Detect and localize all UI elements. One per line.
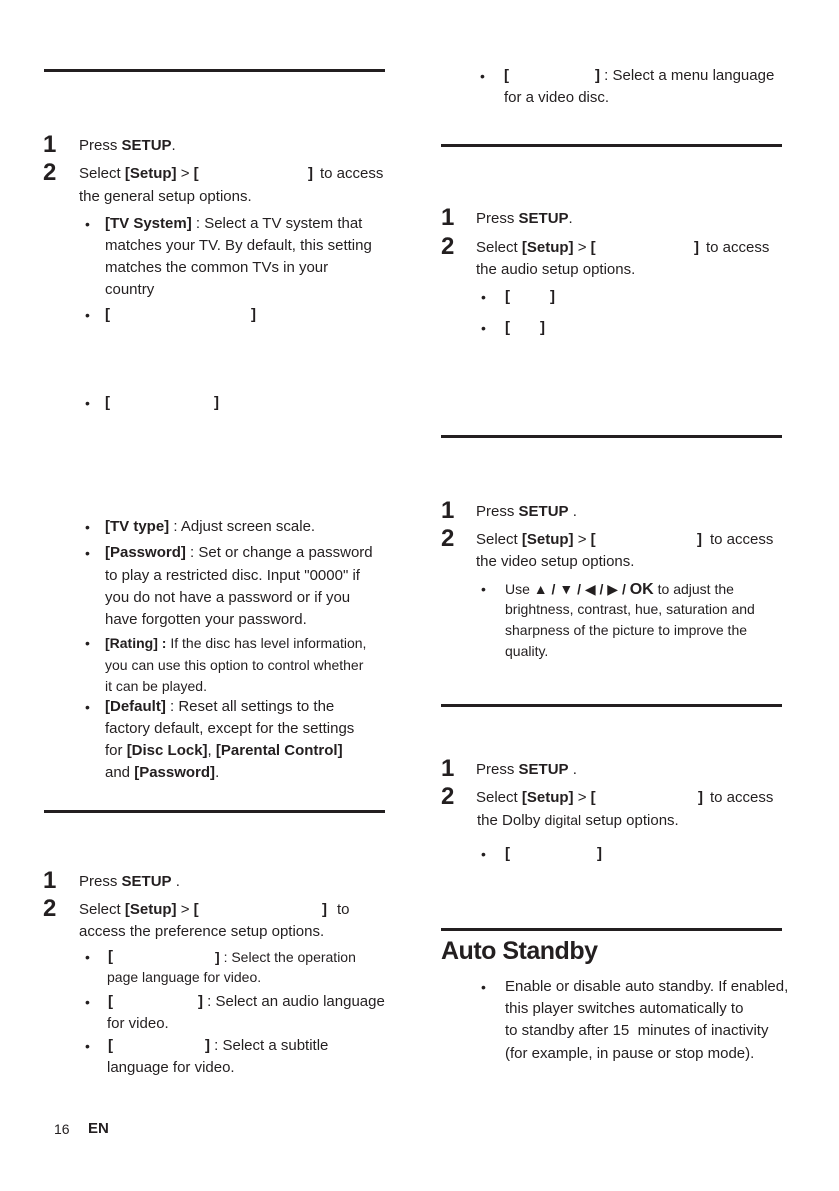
auto-standby-line4: (for example, in pause or stop mode). bbox=[505, 1045, 755, 1062]
auto-standby-heading: Auto Standby bbox=[441, 937, 598, 965]
password-line2: to play a restricted disc. Input "0000" if bbox=[105, 567, 360, 584]
pref-item-3: ] : Select a subtitle bbox=[205, 1037, 329, 1054]
arrow-keys-icon: ▲ / ▼ / ◀ / ▶ / bbox=[533, 581, 626, 597]
pref-step-2-text: Select [Setup] > [ bbox=[79, 901, 199, 918]
dolby-step-2-to-access: to access bbox=[710, 789, 774, 806]
menu-lang-line2: for a video disc. bbox=[504, 89, 610, 106]
auto-standby-line2: this player switches automatically to bbox=[505, 1000, 744, 1017]
section-rule-audio bbox=[441, 144, 782, 147]
pref-step-2-to: to bbox=[337, 901, 350, 918]
pref-step-2-close-bracket: ] bbox=[322, 901, 327, 918]
pref-item-2: ] : Select an audio language bbox=[198, 993, 385, 1010]
dolby-item-open-bracket: [ bbox=[505, 845, 510, 862]
step-number-1: 1 bbox=[441, 497, 455, 524]
video-step-2-text: Select [Setup] > [ bbox=[476, 531, 596, 548]
blank-item-open-bracket: [ bbox=[105, 306, 110, 323]
pref-item-1-line2: page language for video. bbox=[107, 969, 262, 985]
audio-item-2-open-bracket: [ bbox=[505, 319, 510, 336]
password-line3: you do not have a password or if you bbox=[105, 589, 351, 606]
pref-item-1: ] : Select the operation bbox=[215, 949, 356, 965]
page-number: 16 bbox=[54, 1121, 70, 1137]
blank-item-open-bracket: [ bbox=[105, 394, 110, 411]
step-1-text: Press SETUP. bbox=[79, 137, 176, 154]
bullet: • bbox=[85, 949, 90, 965]
dolby-step-2-text: Select [Setup] > [ bbox=[476, 789, 596, 806]
section-rule-preference bbox=[44, 810, 385, 813]
pref-item-1-open-bracket: [ bbox=[108, 948, 113, 965]
default-line4: and [Password]. bbox=[105, 764, 220, 781]
step-2-continuation: the general setup options. bbox=[79, 188, 252, 205]
video-use-line2: brightness, contrast, hue, saturation and bbox=[505, 601, 755, 617]
video-step-2-to-access: to access bbox=[710, 531, 774, 548]
section-rule-auto-standby bbox=[441, 928, 782, 931]
video-step-1-text: Press SETUP . bbox=[476, 503, 577, 520]
audio-item-1-open-bracket: [ bbox=[505, 288, 510, 305]
video-step-2-close-bracket: ] bbox=[697, 531, 702, 548]
dolby-step-1-text: Press SETUP . bbox=[476, 761, 577, 778]
step-number-1: 1 bbox=[43, 131, 57, 158]
section-rule-dolby bbox=[441, 704, 782, 707]
bullet: • bbox=[481, 846, 486, 862]
step-number-2: 2 bbox=[441, 525, 455, 552]
default-line3: for [Disc Lock], [Parental Control] bbox=[105, 742, 343, 759]
step-2-close-bracket: ] bbox=[308, 165, 313, 182]
bullet: • bbox=[85, 699, 90, 715]
video-use-item: Use ▲ / ▼ / ◀ / ▶ / OK to adjust the bbox=[505, 581, 734, 598]
step-number-2: 2 bbox=[43, 159, 57, 186]
pref-item-3-line2: language for video. bbox=[107, 1059, 235, 1076]
dolby-step-2-close-bracket: ] bbox=[698, 789, 703, 806]
bullet: • bbox=[481, 320, 486, 336]
menu-lang-open-bracket: [ bbox=[504, 67, 509, 84]
step-number-2: 2 bbox=[441, 233, 455, 260]
tv-type-item: [TV type] : Adjust screen scale. bbox=[105, 518, 316, 535]
bullet: • bbox=[85, 395, 90, 411]
section-rule-general bbox=[44, 69, 385, 72]
auto-standby-line1: Enable or disable auto standby. If enabled, bbox=[505, 978, 789, 995]
audio-step-2-close-bracket: ] bbox=[694, 239, 699, 256]
bullet: • bbox=[85, 545, 90, 561]
bullet: • bbox=[85, 1038, 90, 1054]
blank-item-close-bracket: ] bbox=[214, 394, 219, 411]
video-step-2-continuation: the video setup options. bbox=[476, 553, 635, 570]
step-2-to-access: to access bbox=[320, 165, 384, 182]
video-use-line3: sharpness of the picture to improve the bbox=[505, 622, 748, 638]
rating-line2: you can use this option to control whether bbox=[105, 657, 364, 673]
tv-system-line3: matches the common TVs in your bbox=[105, 259, 329, 276]
dolby-step-2-continuation: the Dolby digital setup options. bbox=[477, 812, 679, 829]
pref-item-2-line2: for video. bbox=[107, 1015, 169, 1032]
bullet: • bbox=[85, 519, 90, 535]
default-item: [Default] : Reset all settings to the bbox=[105, 698, 335, 715]
bullet: • bbox=[85, 216, 90, 232]
bullet: • bbox=[85, 994, 90, 1010]
audio-step-2-continuation: the audio setup options. bbox=[476, 261, 636, 278]
auto-standby-line3: to standby after 15 minutes of inactivity bbox=[505, 1022, 769, 1039]
default-line2: factory default, except for the settings bbox=[105, 720, 355, 737]
pref-item-3-open-bracket: [ bbox=[108, 1037, 113, 1054]
bullet: • bbox=[481, 979, 486, 995]
pref-step-1-text: Press SETUP . bbox=[79, 873, 180, 890]
pref-item-2-open-bracket: [ bbox=[108, 993, 113, 1010]
audio-step-1-text: Press SETUP. bbox=[476, 210, 573, 227]
menu-lang-item: ] : Select a menu language bbox=[595, 67, 775, 84]
bullet: • bbox=[480, 68, 485, 84]
blank-item-close-bracket: ] bbox=[251, 306, 256, 323]
bullet: • bbox=[85, 635, 90, 651]
tv-system-item: [TV System] : Select a TV system that bbox=[105, 215, 363, 232]
step-number-1: 1 bbox=[441, 755, 455, 782]
bullet: • bbox=[85, 307, 90, 323]
audio-step-2-to-access: to access bbox=[706, 239, 770, 256]
step-number-2: 2 bbox=[43, 895, 57, 922]
password-item: [Password] : Set or change a password bbox=[105, 544, 373, 561]
step-number-1: 1 bbox=[43, 867, 57, 894]
tv-system-line2: matches your TV. By default, this setting bbox=[105, 237, 372, 254]
audio-item-1-close-bracket: ] bbox=[550, 288, 555, 305]
language-code: EN bbox=[88, 1120, 109, 1137]
step-number-2: 2 bbox=[441, 783, 455, 810]
bullet: • bbox=[481, 581, 486, 597]
audio-step-2-text: Select [Setup] > [ bbox=[476, 239, 596, 256]
pref-step-2-continuation: access the preference setup options. bbox=[79, 923, 325, 940]
rating-line3: it can be played. bbox=[105, 678, 207, 694]
password-line4: have forgotten your password. bbox=[105, 611, 307, 628]
audio-item-2-close-bracket: ] bbox=[540, 319, 545, 336]
section-rule-video bbox=[441, 435, 782, 438]
dolby-item-close-bracket: ] bbox=[597, 845, 602, 862]
video-use-line4: quality. bbox=[505, 643, 549, 659]
tv-system-line4: country bbox=[105, 281, 155, 298]
rating-item: [Rating] : If the disc has level information, bbox=[105, 635, 367, 651]
bullet: • bbox=[481, 289, 486, 305]
step-number-1: 1 bbox=[441, 204, 455, 231]
step-2-text: Select [Setup] > [ bbox=[79, 165, 199, 182]
